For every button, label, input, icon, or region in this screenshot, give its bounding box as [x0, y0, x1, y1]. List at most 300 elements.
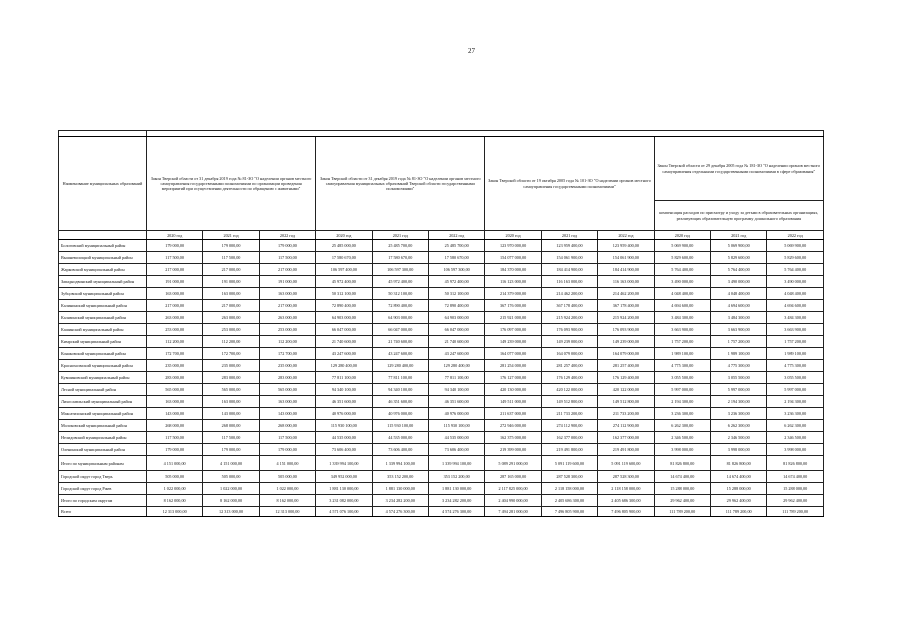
value-cell: 129 280 400,00	[428, 360, 484, 372]
value-cell: 106 597 400,00	[316, 264, 372, 276]
value-cell: 179 000,00	[203, 240, 259, 252]
value-cell: 46 351 600,00	[316, 396, 372, 408]
name-column-header: Наименование муниципальных образований	[59, 137, 147, 231]
value-cell: 129 280 400,00	[372, 360, 428, 372]
value-cell: 163 000,00	[203, 396, 259, 408]
value-cell: 505 000,00	[203, 471, 259, 483]
value-cell: 3 055 500,00	[654, 372, 710, 384]
value-cell: 163 000,00	[146, 288, 202, 300]
value-cell: 2 194 300,00	[654, 396, 710, 408]
value-cell: 164 077 000,00	[485, 348, 541, 360]
value-cell: 73 606 400,00	[316, 444, 372, 456]
value-cell: 2 346 500,00	[654, 432, 710, 444]
value-cell: 4 048 400,00	[654, 288, 710, 300]
value-cell: 50 312 100,00	[316, 288, 372, 300]
table-row	[59, 276, 824, 288]
value-cell: 5 829 600,00	[767, 252, 824, 264]
municipality-name: Всего	[59, 507, 147, 517]
value-cell: 3 236 300,00	[711, 408, 767, 420]
value-cell: 4 574 276 300,00	[372, 507, 428, 517]
value-cell: 5 091 119 600,00	[541, 456, 597, 471]
value-cell: 3 490 000,00	[711, 276, 767, 288]
value-cell: 3 055 500,00	[711, 372, 767, 384]
table-row	[59, 408, 824, 420]
table-row	[59, 372, 824, 384]
value-cell: 172 700,00	[203, 348, 259, 360]
municipality-name: Жарковский муниципальный район	[59, 264, 147, 276]
municipality-name: Нелидовский муниципальный район	[59, 432, 147, 444]
municipality-name: Молоковский муниципальный район	[59, 420, 147, 432]
year-header-row	[59, 231, 824, 240]
value-cell: 149 512 800,00	[541, 396, 597, 408]
value-cell: 2 118 158 000,00	[598, 483, 654, 495]
okrug-row	[59, 495, 824, 507]
value-cell: 176 093 900,00	[541, 324, 597, 336]
value-cell: 184 370 000,00	[485, 264, 541, 276]
value-cell: 281 257 400,00	[541, 360, 597, 372]
value-cell: 274 112 900,00	[541, 420, 597, 432]
year-header: 2022 год	[259, 231, 315, 240]
value-cell: 211 733 200,00	[541, 408, 597, 420]
value-cell: 5 764 400,00	[767, 264, 824, 276]
value-cell: 50 312 100,00	[428, 288, 484, 300]
value-cell: 123 959 400,00	[541, 240, 597, 252]
value-cell: 5 764 400,00	[654, 264, 710, 276]
value-cell: 281 257 400,00	[598, 360, 654, 372]
value-cell: 164 079 000,00	[598, 348, 654, 360]
value-cell: 8 162 000,00	[259, 495, 315, 507]
table-row	[59, 324, 824, 336]
value-cell: 25 485 700,00	[428, 240, 484, 252]
value-cell: 217 000,00	[146, 300, 202, 312]
value-cell: 353 152 200,00	[372, 471, 428, 483]
value-cell: 12 313 000,00	[203, 507, 259, 517]
value-cell: 274 112 900,00	[598, 420, 654, 432]
value-cell: 115 930 100,00	[372, 420, 428, 432]
value-cell: 163 000,00	[146, 396, 202, 408]
value-cell: 283 000,00	[259, 372, 315, 384]
value-cell: 505 000,00	[146, 471, 202, 483]
value-cell: 349 952 000,00	[316, 471, 372, 483]
value-cell: 117 500,00	[259, 252, 315, 264]
value-cell: 4 775 300,00	[654, 360, 710, 372]
value-cell: 2 405 686 300,00	[541, 495, 597, 507]
value-cell: 4 694 600,00	[654, 300, 710, 312]
year-header: 2022 год	[598, 231, 654, 240]
value-cell: 3 231 082 000,00	[316, 495, 372, 507]
value-cell: 214 462 200,00	[598, 288, 654, 300]
value-cell: 217 000,00	[259, 300, 315, 312]
value-cell: 45 972 400,00	[428, 276, 484, 288]
value-cell: 217 000,00	[203, 300, 259, 312]
value-cell: 162 375 000,00	[485, 432, 541, 444]
value-cell: 4 775 300,00	[767, 360, 824, 372]
value-cell: 73 606 400,00	[428, 444, 484, 456]
value-cell: 235 000,00	[146, 360, 202, 372]
value-cell: 3 663 900,00	[767, 324, 824, 336]
subtotal-row	[59, 456, 824, 471]
value-cell: 77 811 100,00	[372, 372, 428, 384]
value-cell: 565 000,00	[146, 384, 202, 396]
value-cell: 2 194 300,00	[711, 396, 767, 408]
value-cell: 106 597 300,00	[372, 264, 428, 276]
table-row	[59, 240, 824, 252]
value-cell: 4 151 000,00	[203, 456, 259, 471]
municipality-name: Краснохолмский муниципальный район	[59, 360, 147, 372]
value-cell: 117 500,00	[146, 252, 202, 264]
municipality-name: Бологовский муниципальный район	[59, 240, 147, 252]
value-cell: 235 000,00	[203, 360, 259, 372]
value-cell: 214 462 200,00	[541, 288, 597, 300]
value-cell: 2 405 686 300,00	[598, 495, 654, 507]
value-cell: 44 535 000,00	[372, 432, 428, 444]
municipality-name: Кувшиновский муниципальный район	[59, 372, 147, 384]
value-cell: 29 962 400,00	[767, 495, 824, 507]
value-cell: 3 663 900,00	[711, 324, 767, 336]
value-cell: 149 511 000,00	[485, 396, 541, 408]
value-cell: 40 976 000,00	[428, 408, 484, 420]
value-cell: 15 288 000,00	[711, 483, 767, 495]
year-header: 2020 год	[316, 231, 372, 240]
value-cell: 77 811 100,00	[428, 372, 484, 384]
value-cell: 3 484 300,00	[711, 312, 767, 324]
value-cell: 1 339 994 100,00	[372, 456, 428, 471]
value-cell: 179 000,00	[146, 444, 202, 456]
value-cell: 211 637 000,00	[485, 408, 541, 420]
value-cell: 191 000,00	[146, 276, 202, 288]
table-row	[59, 336, 824, 348]
value-cell: 2 117 825 000,00	[485, 483, 541, 495]
value-cell: 3 484 300,00	[767, 312, 824, 324]
value-cell: 4 151 000,00	[259, 456, 315, 471]
value-cell: 77 811 100,00	[316, 372, 372, 384]
table-row	[59, 288, 824, 300]
value-cell: 176 127 000,00	[485, 372, 541, 384]
value-cell: 217 000,00	[146, 264, 202, 276]
municipality-name: Городской округ город Тверь	[59, 471, 147, 483]
value-cell: 5 764 400,00	[711, 264, 767, 276]
value-cell: 217 000,00	[203, 264, 259, 276]
value-cell: 184 414 900,00	[541, 264, 597, 276]
municipality-name: Калининский муниципальный район	[59, 300, 147, 312]
value-cell: 263 000,00	[203, 312, 259, 324]
year-header: 2021 год	[203, 231, 259, 240]
value-cell: 162 377 000,00	[541, 432, 597, 444]
value-cell: 112 200,00	[259, 336, 315, 348]
table-row	[59, 264, 824, 276]
value-cell: 154 061 900,00	[541, 252, 597, 264]
table-row	[59, 360, 824, 372]
value-cell: 5 997 000,00	[654, 384, 710, 396]
municipality-name: Оленинский муниципальный район	[59, 444, 147, 456]
value-cell: 154 077 000,00	[485, 252, 541, 264]
value-cell: 5 069 900,00	[654, 240, 710, 252]
value-cell: 116 123 000,00	[485, 276, 541, 288]
value-cell: 64 903 000,00	[316, 312, 372, 324]
value-cell: 367 178 400,00	[598, 300, 654, 312]
value-cell: 149 512 800,00	[598, 396, 654, 408]
value-cell: 263 000,00	[146, 312, 202, 324]
year-header: 2020 год	[485, 231, 541, 240]
value-cell: 94 340 100,00	[372, 384, 428, 396]
value-cell: 3 998 000,00	[711, 444, 767, 456]
value-cell: 420 122 000,00	[598, 384, 654, 396]
value-cell: 72 890 400,00	[316, 300, 372, 312]
value-cell: 5 069 900,00	[711, 240, 767, 252]
municipality-name: Городской округ город Ржев	[59, 483, 147, 495]
value-cell: 8 162 000,00	[203, 495, 259, 507]
value-cell: 215 924 200,00	[598, 312, 654, 324]
year-header: 2021 год	[372, 231, 428, 240]
value-cell: 179 000,00	[259, 444, 315, 456]
value-cell: 1 339 994 100,00	[316, 456, 372, 471]
value-cell: 44 535 000,00	[316, 432, 372, 444]
value-cell: 149 239 000,00	[541, 336, 597, 348]
value-cell: 3 055 500,00	[767, 372, 824, 384]
value-cell: 2 346 500,00	[767, 432, 824, 444]
value-cell: 287 165 000,00	[485, 471, 541, 483]
value-cell: 2 404 990 000,00	[485, 495, 541, 507]
value-cell: 17 580 670,00	[316, 252, 372, 264]
table-row	[59, 384, 824, 396]
value-cell: 184 414 900,00	[598, 264, 654, 276]
value-cell: 94 340 100,00	[316, 384, 372, 396]
value-cell: 219 491 800,00	[541, 444, 597, 456]
value-cell: 1 339 994 100,00	[428, 456, 484, 471]
value-cell: 106 597 300,00	[428, 264, 484, 276]
value-cell: 6 262 300,00	[711, 420, 767, 432]
group4-subheader: компенсация расходов по присмотру и уходу за детьми в образовательных организациях, реализующих образовательную программу дошкольного образования	[654, 201, 823, 231]
value-cell: 287 528 300,00	[598, 471, 654, 483]
value-cell: 117 500,00	[146, 432, 202, 444]
value-cell: 3 490 000,00	[654, 276, 710, 288]
value-cell: 172 700,00	[146, 348, 202, 360]
table-row	[59, 444, 824, 456]
value-cell: 3 998 000,00	[767, 444, 824, 456]
value-cell: 1 989 100,00	[767, 348, 824, 360]
value-cell: 172 700,00	[259, 348, 315, 360]
value-cell: 116 163 000,00	[541, 276, 597, 288]
municipality-name: Лесной муниципальный район	[59, 384, 147, 396]
value-cell: 117 500,00	[203, 432, 259, 444]
value-cell: 4 048 400,00	[767, 288, 824, 300]
value-cell: 268 000,00	[203, 420, 259, 432]
value-cell: 1 757 200,00	[767, 336, 824, 348]
value-cell: 268 000,00	[259, 420, 315, 432]
value-cell: 2 346 500,00	[711, 432, 767, 444]
value-cell: 179 000,00	[146, 240, 202, 252]
value-cell: 253 000,00	[146, 324, 202, 336]
value-cell: 420 122 000,00	[541, 384, 597, 396]
value-cell: 3 234 282 200,00	[428, 495, 484, 507]
value-cell: 235 000,00	[259, 360, 315, 372]
value-cell: 565 000,00	[259, 384, 315, 396]
table-row	[59, 312, 824, 324]
value-cell: 40 976 000,00	[372, 408, 428, 420]
value-cell: 112 200,00	[146, 336, 202, 348]
value-cell: 116 163 000,00	[598, 276, 654, 288]
value-cell: 112 200,00	[203, 336, 259, 348]
value-cell: 176 097 000,00	[485, 324, 541, 336]
header-row	[59, 137, 824, 201]
value-cell: 46 351 600,00	[428, 396, 484, 408]
value-cell: 81 826 800,00	[654, 456, 710, 471]
municipality-name: Конаковский муниципальный район	[59, 348, 147, 360]
total-row	[59, 507, 824, 517]
value-cell: 5 091 119 600,00	[598, 456, 654, 471]
value-cell: 191 000,00	[203, 276, 259, 288]
value-cell: 164 079 000,00	[541, 348, 597, 360]
value-cell: 3 234 282 200,00	[372, 495, 428, 507]
value-cell: 94 340 100,00	[428, 384, 484, 396]
value-cell: 21 740 600,00	[372, 336, 428, 348]
value-cell: 1 881 130 000,00	[316, 483, 372, 495]
value-cell: 215 924 200,00	[541, 312, 597, 324]
municipality-name: Лихославльский муниципальный район	[59, 396, 147, 408]
value-cell: 179 000,00	[259, 240, 315, 252]
table-row	[59, 252, 824, 264]
value-cell: 215 921 000,00	[485, 312, 541, 324]
value-cell: 123 970 000,00	[485, 240, 541, 252]
value-cell: 4 574 276 300,00	[428, 507, 484, 517]
value-cell: 4 571 076 100,00	[316, 507, 372, 517]
value-cell: 353 152 200,00	[428, 471, 484, 483]
value-cell: 117 500,00	[203, 252, 259, 264]
value-cell: 4 775 300,00	[711, 360, 767, 372]
value-cell: 253 000,00	[259, 324, 315, 336]
value-cell: 46 351 600,00	[372, 396, 428, 408]
value-cell: 143 000,00	[146, 408, 202, 420]
value-cell: 15 288 000,00	[654, 483, 710, 495]
value-cell: 253 000,00	[203, 324, 259, 336]
value-cell: 12 313 000,00	[259, 507, 315, 517]
value-cell: 14 674 400,00	[654, 471, 710, 483]
table-row	[59, 420, 824, 432]
municipality-name: Кимрский муниципальный район	[59, 336, 147, 348]
value-cell: 219 399 000,00	[485, 444, 541, 456]
value-cell: 162 377 000,00	[598, 432, 654, 444]
value-cell: 211 733 200,00	[598, 408, 654, 420]
subsidy-table	[58, 130, 824, 517]
value-cell: 2 118 158 000,00	[541, 483, 597, 495]
value-cell: 25 485 000,00	[316, 240, 372, 252]
value-cell: 505 000,00	[259, 471, 315, 483]
value-cell: 117 500,00	[259, 432, 315, 444]
value-cell: 7 496 805 900,00	[598, 507, 654, 517]
municipality-name: Зубцовский муниципальный район	[59, 288, 147, 300]
value-cell: 287 528 300,00	[541, 471, 597, 483]
value-cell: 111 789 200,00	[711, 507, 767, 517]
value-cell: 14 674 400,00	[711, 471, 767, 483]
value-cell: 154 061 900,00	[598, 252, 654, 264]
group1-header: Закон Тверской области от 31 декабря 2019 года № 81-ЗО "О наделении органов местного самоуправления государственными полномочиями по организации проведения мероприятий при осуществлении деятельности по обращению с животными"	[146, 137, 315, 231]
municipality-name: Итого по городским округам	[59, 495, 147, 507]
value-cell: 163 000,00	[259, 396, 315, 408]
value-cell: 191 000,00	[259, 276, 315, 288]
value-cell: 6 262 300,00	[654, 420, 710, 432]
value-cell: 115 930 100,00	[428, 420, 484, 432]
value-cell: 3 236 300,00	[767, 408, 824, 420]
group3-header: Закон Тверской области от 19 октября 2005 года № 101-ЗО "О наделении органов местного самоуправления государственными полномочиями"	[485, 137, 654, 231]
value-cell: 214 379 000,00	[485, 288, 541, 300]
value-cell: 81 826 800,00	[767, 456, 824, 471]
value-cell: 21 740 600,00	[428, 336, 484, 348]
value-cell: 7 494 281 000,00	[485, 507, 541, 517]
value-cell: 1 881 130 000,00	[372, 483, 428, 495]
value-cell: 73 606 400,00	[372, 444, 428, 456]
value-cell: 219 491 800,00	[598, 444, 654, 456]
value-cell: 81 826 800,00	[711, 456, 767, 471]
municipality-name: Максатихинский муниципальный район	[59, 408, 147, 420]
value-cell: 176 129 400,00	[598, 372, 654, 384]
value-cell: 45 972 400,00	[316, 276, 372, 288]
value-cell: 149 239 000,00	[598, 336, 654, 348]
page-number: 27	[468, 47, 475, 55]
value-cell: 29 962 400,00	[711, 495, 767, 507]
table-row	[59, 432, 824, 444]
value-cell: 64 903 000,00	[428, 312, 484, 324]
value-cell: 176 093 900,00	[598, 324, 654, 336]
value-cell: 64 903 000,00	[372, 312, 428, 324]
value-cell: 6 262 300,00	[767, 420, 824, 432]
value-cell: 45 972 400,00	[372, 276, 428, 288]
value-cell: 72 890 400,00	[372, 300, 428, 312]
value-cell: 43 247 600,00	[428, 348, 484, 360]
value-cell: 367 178 400,00	[541, 300, 597, 312]
value-cell: 1 757 200,00	[711, 336, 767, 348]
value-cell: 72 890 400,00	[428, 300, 484, 312]
table-row	[59, 348, 824, 360]
year-header: 2021 год	[541, 231, 597, 240]
year-header: 2022 год	[428, 231, 484, 240]
value-cell: 3 490 000,00	[767, 276, 824, 288]
okrug-row	[59, 483, 824, 495]
value-cell: 111 789 200,00	[767, 507, 824, 517]
value-cell: 7 496 805 900,00	[541, 507, 597, 517]
value-cell: 2 194 300,00	[767, 396, 824, 408]
value-cell: 263 000,00	[259, 312, 315, 324]
value-cell: 149 239 000,00	[485, 336, 541, 348]
value-cell: 565 000,00	[203, 384, 259, 396]
value-cell: 43 247 600,00	[316, 348, 372, 360]
value-cell: 66 047 000,00	[372, 324, 428, 336]
value-cell: 3 663 900,00	[654, 324, 710, 336]
value-cell: 129 280 400,00	[316, 360, 372, 372]
value-cell: 3 236 300,00	[654, 408, 710, 420]
value-cell: 15 288 000,00	[767, 483, 824, 495]
table-row	[59, 300, 824, 312]
value-cell: 179 000,00	[203, 444, 259, 456]
value-cell: 5 069 900,00	[767, 240, 824, 252]
year-header: 2021 год	[711, 231, 767, 240]
municipality-name: Западнодвинский муниципальный район	[59, 276, 147, 288]
municipality-name: Вышневолоцкий муниципальный район	[59, 252, 147, 264]
value-cell: 66 047 000,00	[428, 324, 484, 336]
value-cell: 3 484 300,00	[654, 312, 710, 324]
value-cell: 29 962 400,00	[654, 495, 710, 507]
municipality-name: Кашинский муниципальный район	[59, 324, 147, 336]
value-cell: 268 000,00	[146, 420, 202, 432]
value-cell: 283 000,00	[203, 372, 259, 384]
group4-header: Закон Тверской области от 29 декабря 2005 года № 181-ЗО "О наделении органов местного самоуправления отдельными государственными полномочиями в сфере образования"	[654, 137, 823, 201]
value-cell: 1 989 100,00	[654, 348, 710, 360]
value-cell: 43 247 600,00	[372, 348, 428, 360]
value-cell: 272 946 000,00	[485, 420, 541, 432]
value-cell: 44 535 000,00	[428, 432, 484, 444]
okrug-row	[59, 471, 824, 483]
value-cell: 17 580 670,00	[372, 252, 428, 264]
value-cell: 123 959 400,00	[598, 240, 654, 252]
